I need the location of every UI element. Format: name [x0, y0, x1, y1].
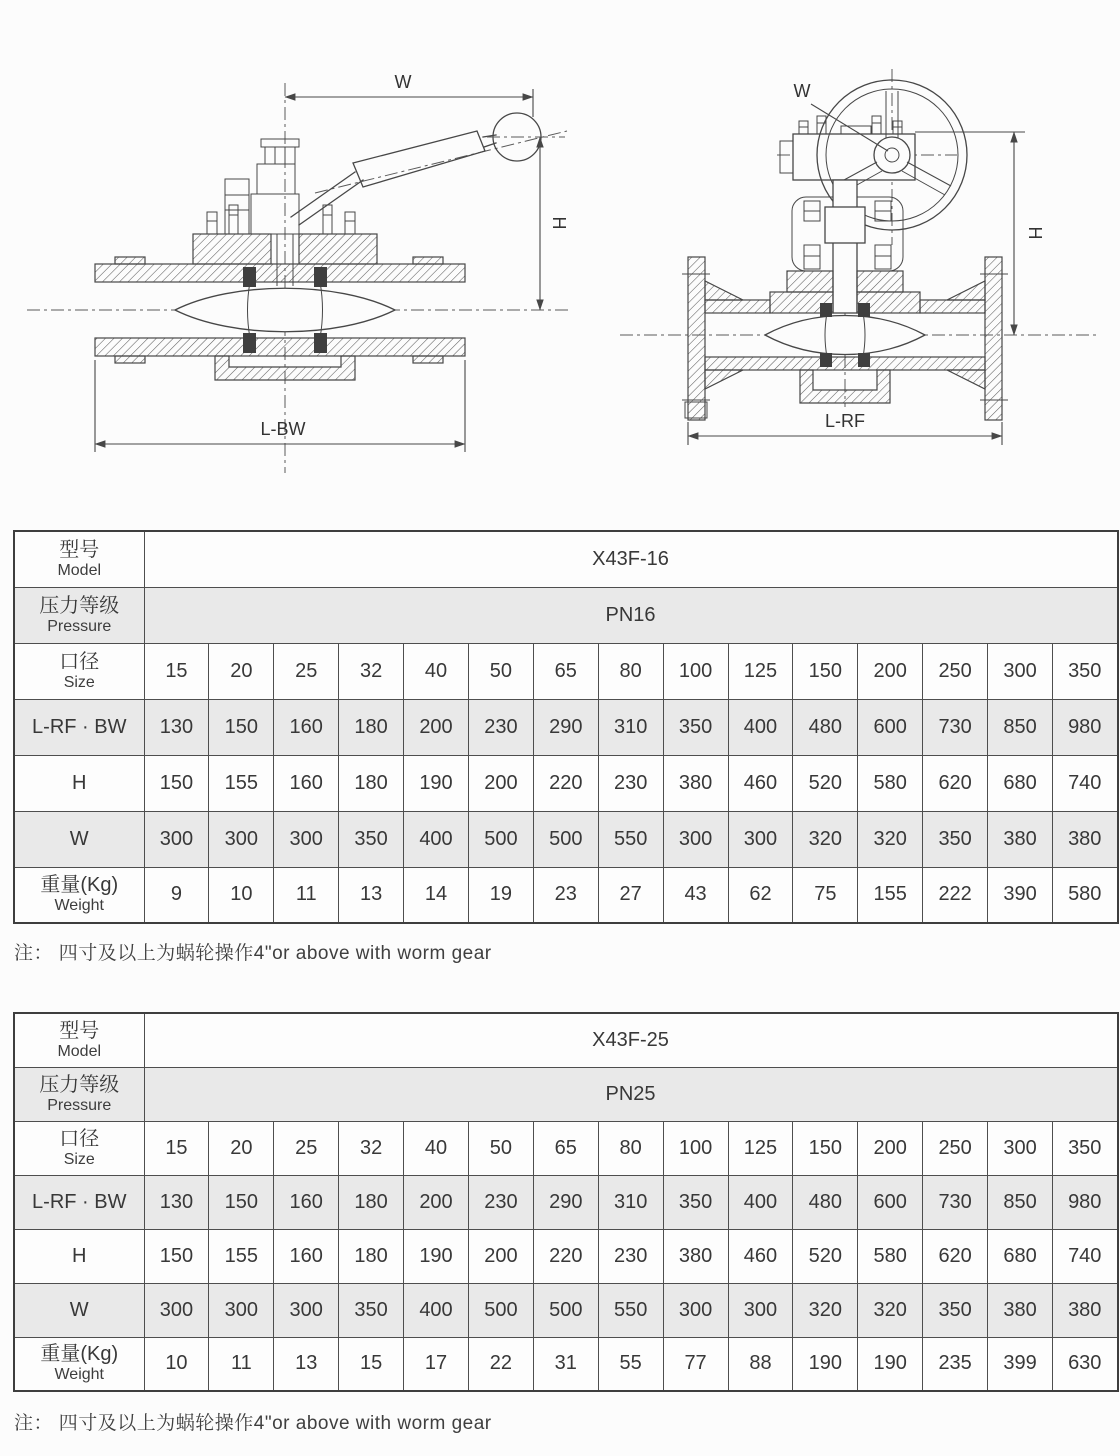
value-cell: 850	[988, 1175, 1053, 1229]
value-cell: 600	[858, 1175, 923, 1229]
value-cell: 220	[533, 755, 598, 811]
value-cell: 40	[404, 1121, 469, 1175]
table-row	[14, 699, 1118, 755]
value-cell: 520	[793, 1229, 858, 1283]
value-cell: 500	[468, 811, 533, 867]
value-cell: 500	[468, 1283, 533, 1337]
value-cell: 180	[339, 755, 404, 811]
value-cell: 350	[339, 1283, 404, 1337]
value-cell: 300	[728, 811, 793, 867]
value-cell: 11	[209, 1337, 274, 1391]
row-label-cn: 口径	[59, 1127, 100, 1150]
row-label: H	[14, 1229, 144, 1283]
value-cell: 22	[468, 1337, 533, 1391]
dim-width-label: W	[793, 81, 811, 101]
row-label: W	[14, 1283, 144, 1337]
value-cell: 350	[339, 811, 404, 867]
value-cell: 250	[923, 1121, 988, 1175]
value-cell: 680	[988, 1229, 1053, 1283]
row-label-cn: 压力等级	[39, 594, 120, 617]
value-cell: 200	[858, 643, 923, 699]
value-cell: 155	[209, 1229, 274, 1283]
table-row	[14, 1337, 1118, 1391]
value-cell: 300	[663, 811, 728, 867]
table-row	[14, 1229, 1118, 1283]
value-cell: 25	[274, 643, 339, 699]
value-cell: 130	[144, 1175, 209, 1229]
value-cell: 20	[209, 643, 274, 699]
value-cell: 160	[274, 699, 339, 755]
value-cell: 190	[404, 1229, 469, 1283]
dim-width-label: W	[394, 72, 412, 92]
row-span-value: PN16	[144, 587, 1118, 643]
lever-valve-drawing	[15, 55, 580, 480]
value-cell: 100	[663, 643, 728, 699]
value-cell: 400	[404, 1283, 469, 1337]
value-cell: 500	[533, 811, 598, 867]
table-row	[14, 811, 1118, 867]
value-cell: 15	[339, 1337, 404, 1391]
flange-right	[947, 257, 1008, 420]
value-cell: 300	[209, 1283, 274, 1337]
value-cell: 300	[728, 1283, 793, 1337]
value-cell: 380	[663, 755, 728, 811]
value-cell: 27	[598, 867, 663, 923]
value-cell: 460	[728, 755, 793, 811]
value-cell: 580	[858, 1229, 923, 1283]
spec-table-x43f-16	[13, 530, 1119, 924]
table-row	[14, 1067, 1118, 1121]
value-cell: 230	[598, 755, 663, 811]
value-cell: 399	[988, 1337, 1053, 1391]
value-cell: 320	[793, 1283, 858, 1337]
dim-width	[285, 72, 533, 117]
spec-table-x43f-25	[13, 1012, 1119, 1392]
row-label	[14, 1121, 144, 1175]
table-row	[14, 1175, 1118, 1229]
dim-length-label: L-RF	[825, 411, 865, 431]
row-span-value: X43F-25	[144, 1013, 1118, 1067]
value-cell: 125	[728, 643, 793, 699]
value-cell: 380	[988, 811, 1053, 867]
value-cell: 200	[468, 755, 533, 811]
value-cell: 180	[339, 1229, 404, 1283]
value-cell: 220	[533, 1229, 598, 1283]
value-cell: 580	[1052, 867, 1117, 923]
spec-table	[13, 530, 1119, 924]
value-cell: 15	[144, 1121, 209, 1175]
value-cell: 730	[923, 1175, 988, 1229]
value-cell: 290	[533, 699, 598, 755]
value-cell: 31	[533, 1337, 598, 1391]
value-cell: 80	[598, 1121, 663, 1175]
table-row	[14, 1121, 1118, 1175]
value-cell: 9	[144, 867, 209, 923]
value-cell: 15	[144, 643, 209, 699]
value-cell: 180	[339, 1175, 404, 1229]
value-cell: 20	[209, 1121, 274, 1175]
value-cell: 320	[858, 811, 923, 867]
value-cell: 200	[404, 1175, 469, 1229]
value-cell: 14	[404, 867, 469, 923]
value-cell: 100	[663, 1121, 728, 1175]
value-cell: 350	[663, 1175, 728, 1229]
value-cell: 77	[663, 1337, 728, 1391]
value-cell: 230	[468, 1175, 533, 1229]
value-cell: 460	[728, 1229, 793, 1283]
table-note: 注： 四寸及以上为蜗轮操作4"or above with worm gear	[14, 1413, 492, 1434]
value-cell: 55	[598, 1337, 663, 1391]
table-row	[14, 531, 1118, 587]
row-label: L-RF · BW	[14, 699, 144, 755]
value-cell: 550	[598, 811, 663, 867]
value-cell: 480	[793, 699, 858, 755]
value-cell: 88	[728, 1337, 793, 1391]
value-cell: 32	[339, 643, 404, 699]
value-cell: 300	[274, 811, 339, 867]
row-label-en: Weight	[54, 897, 104, 915]
value-cell: 250	[923, 643, 988, 699]
value-cell: 400	[404, 811, 469, 867]
value-cell: 62	[728, 867, 793, 923]
row-label-en: Model	[57, 561, 102, 579]
value-cell: 390	[988, 867, 1053, 923]
row-label	[14, 1067, 144, 1121]
lever-handle	[291, 113, 541, 225]
table-row	[14, 643, 1118, 699]
value-cell: 980	[1052, 699, 1117, 755]
value-cell: 19	[468, 867, 533, 923]
value-cell: 80	[598, 643, 663, 699]
table-note: 注： 四寸及以上为蜗轮操作4"or above with worm gear	[14, 943, 492, 964]
value-cell: 300	[988, 643, 1053, 699]
value-cell: 350	[1052, 1121, 1117, 1175]
value-cell: 320	[793, 811, 858, 867]
value-cell: 400	[728, 1175, 793, 1229]
value-cell: 300	[144, 1283, 209, 1337]
spec-table	[13, 1012, 1119, 1392]
row-label: L-RF · BW	[14, 1175, 144, 1229]
value-cell: 10	[209, 867, 274, 923]
value-cell: 480	[793, 1175, 858, 1229]
row-label-cn: 重量(Kg)	[40, 1343, 119, 1366]
value-cell: 13	[274, 1337, 339, 1391]
value-cell: 180	[339, 699, 404, 755]
row-label: W	[14, 811, 144, 867]
table-row	[14, 867, 1118, 923]
value-cell: 150	[209, 1175, 274, 1229]
value-cell: 350	[923, 811, 988, 867]
row-label-cn: 压力等级	[39, 1073, 120, 1096]
value-cell: 620	[923, 755, 988, 811]
gear-valve-drawing	[605, 55, 1110, 495]
value-cell: 310	[598, 1175, 663, 1229]
value-cell: 850	[988, 699, 1053, 755]
value-cell: 300	[988, 1121, 1053, 1175]
row-label-cn: 型号	[59, 1019, 100, 1042]
dim-height-label: H	[1025, 226, 1045, 240]
value-cell: 23	[533, 867, 598, 923]
value-cell: 600	[858, 699, 923, 755]
row-label	[14, 867, 144, 923]
row-label-cn: 型号	[59, 538, 100, 561]
table-row	[14, 1013, 1118, 1067]
value-cell: 150	[144, 755, 209, 811]
value-cell: 155	[858, 867, 923, 923]
flange-left	[682, 257, 743, 420]
value-cell: 65	[533, 1121, 598, 1175]
value-cell: 125	[728, 1121, 793, 1175]
value-cell: 500	[533, 1283, 598, 1337]
row-label-en: Pressure	[47, 1096, 112, 1114]
dim-length-label: L-BW	[260, 419, 306, 439]
dim-length	[688, 411, 1002, 445]
table-row	[14, 587, 1118, 643]
value-cell: 680	[988, 755, 1053, 811]
value-cell: 320	[858, 1283, 923, 1337]
table-row	[14, 755, 1118, 811]
value-cell: 13	[339, 867, 404, 923]
value-cell: 150	[144, 1229, 209, 1283]
row-label-en: Size	[63, 1150, 95, 1168]
value-cell: 740	[1052, 755, 1117, 811]
row-label-cn: 重量(Kg)	[40, 874, 119, 897]
value-cell: 17	[404, 1337, 469, 1391]
value-cell: 380	[1052, 1283, 1117, 1337]
value-cell: 10	[144, 1337, 209, 1391]
value-cell: 40	[404, 643, 469, 699]
value-cell: 740	[1052, 1229, 1117, 1283]
value-cell: 290	[533, 1175, 598, 1229]
value-cell: 300	[274, 1283, 339, 1337]
table-row	[14, 1283, 1118, 1337]
row-span-value: X43F-16	[144, 531, 1118, 587]
value-cell: 350	[663, 699, 728, 755]
row-label-en: Pressure	[47, 617, 112, 635]
value-cell: 230	[598, 1229, 663, 1283]
row-span-value: PN25	[144, 1067, 1118, 1121]
value-cell: 32	[339, 1121, 404, 1175]
value-cell: 160	[274, 1229, 339, 1283]
value-cell: 630	[1052, 1337, 1117, 1391]
value-cell: 130	[144, 699, 209, 755]
value-cell: 980	[1052, 1175, 1117, 1229]
value-cell: 200	[858, 1121, 923, 1175]
row-label	[14, 1337, 144, 1391]
value-cell: 300	[663, 1283, 728, 1337]
worm-gearbox	[780, 116, 915, 180]
value-cell: 190	[404, 755, 469, 811]
value-cell: 43	[663, 867, 728, 923]
value-cell: 160	[274, 755, 339, 811]
value-cell: 150	[793, 643, 858, 699]
row-label	[14, 643, 144, 699]
value-cell: 11	[274, 867, 339, 923]
value-cell: 300	[209, 811, 274, 867]
value-cell: 75	[793, 867, 858, 923]
row-label	[14, 1013, 144, 1067]
row-label-cn: 口径	[59, 650, 100, 673]
value-cell: 155	[209, 755, 274, 811]
value-cell: 230	[468, 699, 533, 755]
dim-height	[487, 137, 569, 310]
value-cell: 300	[144, 811, 209, 867]
value-cell: 65	[533, 643, 598, 699]
row-label: H	[14, 755, 144, 811]
value-cell: 160	[274, 1175, 339, 1229]
value-cell: 350	[923, 1283, 988, 1337]
dim-height-label: H	[549, 216, 569, 230]
value-cell: 350	[1052, 643, 1117, 699]
value-cell: 235	[923, 1337, 988, 1391]
value-cell: 620	[923, 1229, 988, 1283]
row-label-en: Model	[57, 1042, 102, 1060]
row-label-en: Size	[63, 673, 95, 691]
value-cell: 730	[923, 699, 988, 755]
value-cell: 150	[793, 1121, 858, 1175]
value-cell: 380	[1052, 811, 1117, 867]
ball-section	[175, 288, 395, 332]
value-cell: 222	[923, 867, 988, 923]
value-cell: 380	[988, 1283, 1053, 1337]
value-cell: 400	[728, 699, 793, 755]
ball-section	[765, 316, 925, 355]
value-cell: 50	[468, 643, 533, 699]
row-label-en: Weight	[54, 1366, 104, 1384]
value-cell: 200	[404, 699, 469, 755]
value-cell: 380	[663, 1229, 728, 1283]
value-cell: 200	[468, 1229, 533, 1283]
value-cell: 580	[858, 755, 923, 811]
row-label	[14, 587, 144, 643]
value-cell: 25	[274, 1121, 339, 1175]
value-cell: 550	[598, 1283, 663, 1337]
row-label	[14, 531, 144, 587]
value-cell: 150	[209, 699, 274, 755]
value-cell: 310	[598, 699, 663, 755]
value-cell: 520	[793, 755, 858, 811]
value-cell: 190	[793, 1337, 858, 1391]
value-cell: 50	[468, 1121, 533, 1175]
value-cell: 190	[858, 1337, 923, 1391]
